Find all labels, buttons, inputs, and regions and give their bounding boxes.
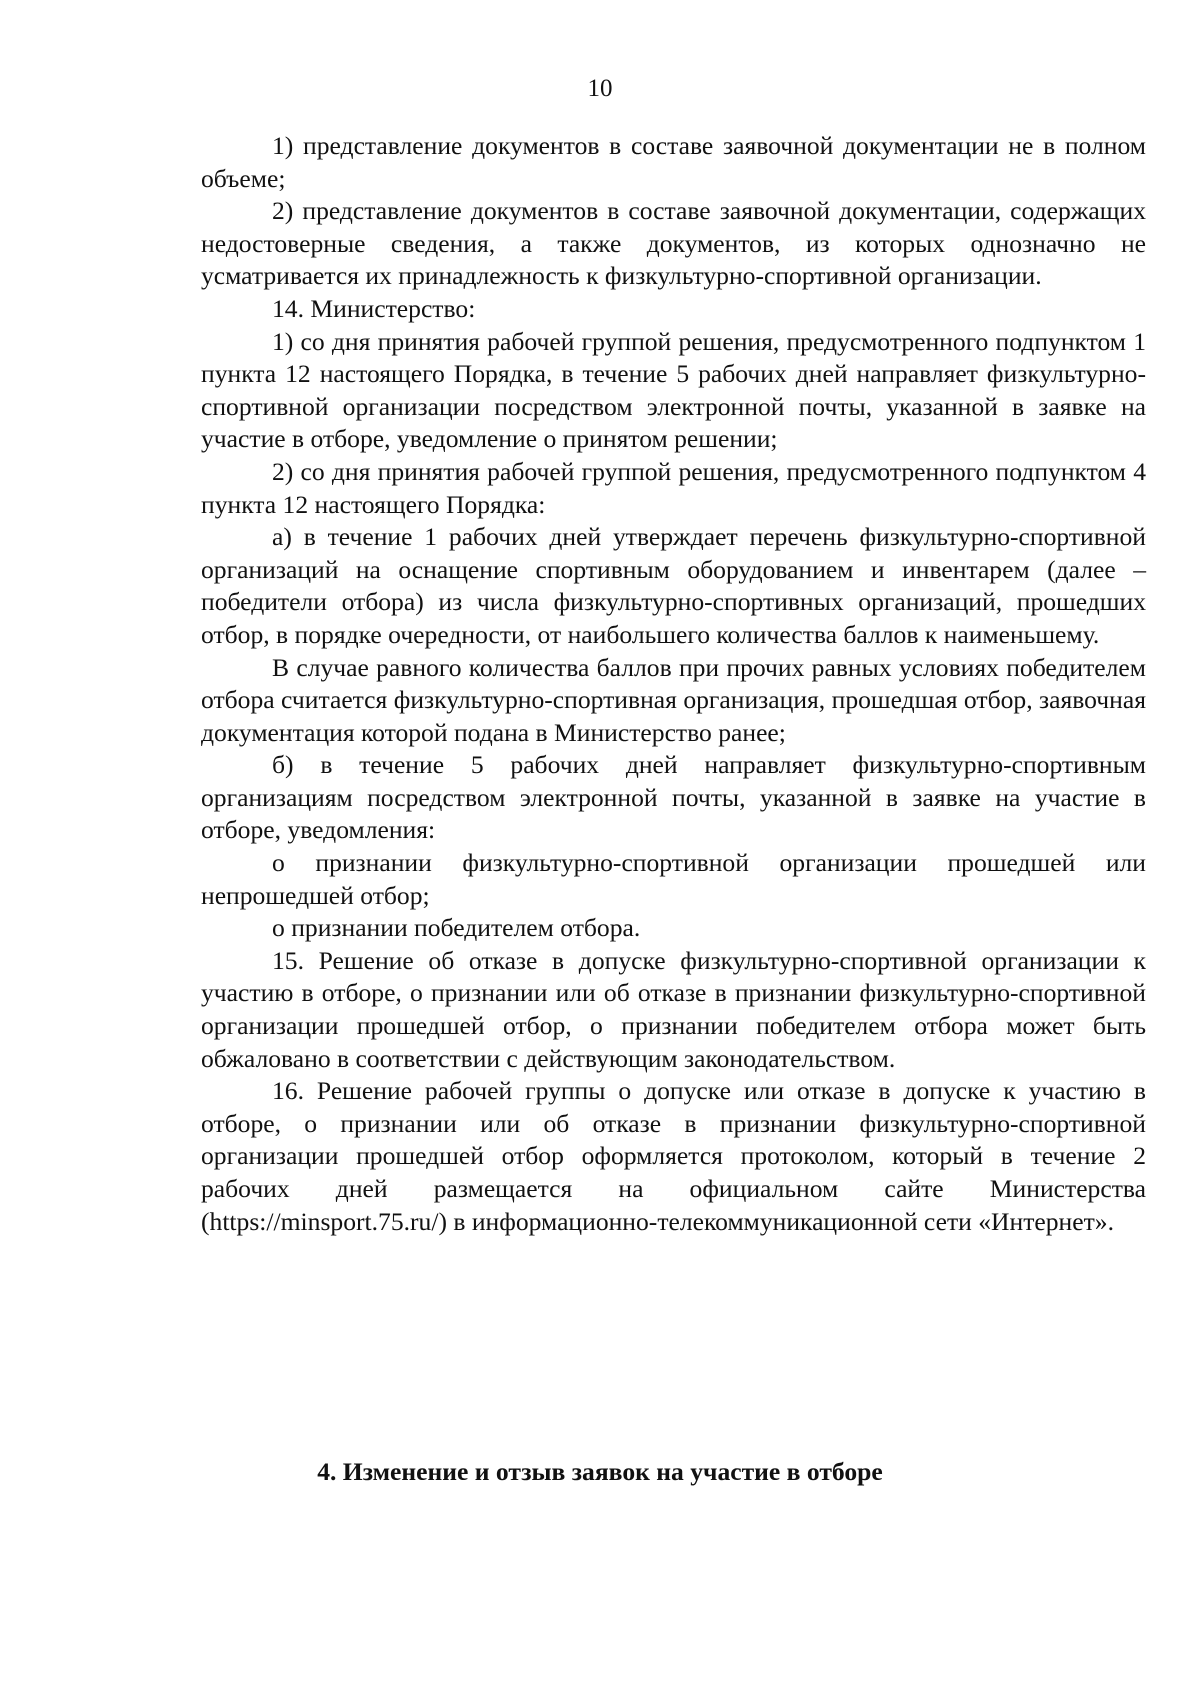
paragraph-item-1-incomplete-docs: 1) представление документов в составе заявочной документации не в полном объеме; (201, 131, 1146, 193)
paragraph-clause-14-item-2: 2) со дня принятия рабочей группой решения, предусмотренного подпунктом 4 пункта 12 настоящего Порядка: (201, 456, 1146, 519)
paragraph-notice-passed: о признании физкультурно-спортивной организации прошедшей или непрошедшей отбор; (201, 848, 1146, 910)
paragraph-item-2-unreliable-docs: 2) представление документов в составе заявочной документации, содержащих недостоверные сведения, а также документов, из которых однозначно не усматривается их принадлежность к физкультурно-спортивной организации. (201, 196, 1146, 291)
paragraph-clause-14-item-2b: б) в течение 5 рабочих дней направляет физкультурно-спортивным организациям посредством электронной почты, указанной в заявке на участие в отборе, уведомления: (201, 750, 1146, 845)
paragraph-clause-15: 15. Решение об отказе в допуске физкультурно-спортивной организации к участию в отборе, о признании или об отказе в признании физкультурно-спортивной организации прошедшей отбор, о признании победителем отбора может быть обжаловано в соответствии с действующим законодательством. (201, 945, 1146, 1073)
page-number: 10 (587, 75, 613, 102)
paragraph-clause-14: 14. Министерство: (272, 293, 476, 323)
paragraph-clause-14-item-2a: а) в течение 1 рабочих дней утверждает перечень физкультурно-спортивной организаций на оснащение спортивным оборудованием и инвентарем (далее – победители отбора) из числа физкультурно-спортивных организаций, прошедших отбор, в порядке очередности, от наибольшего количества баллов к наименьшему. (201, 522, 1146, 649)
section-heading: 4. Изменение и отзыв заявок на участие в отборе (317, 1457, 883, 1486)
paragraph-clause-16: 16. Решение рабочей группы о допуске или отказе в допуске к участию в отборе, о признании или об отказе в признании физкультурно-спортивной организации прошедшей отбор оформляется протоколом, который в течение 2 рабочих дней размещается на официальном сайте Министерства (https://minsport.75.ru/) в информационно-телекоммуникационной сети «Интернет». (201, 1076, 1146, 1236)
paragraph-clause-14-item-1: 1) со дня принятия рабочей группой решения, предусмотренного подпунктом 1 пункта 12 настоящего Порядка, в течение 5 рабочих дней направляет физкультурно-спортивной организации посредством электронной почты, указанной в заявке на участие в отборе, уведомление о принятом решении; (201, 326, 1146, 454)
document-body (201, 130, 1146, 1238)
paragraph-notice-winner: о признании победителем отбора. (272, 913, 641, 943)
paragraph-equal-points: В случае равного количества баллов при прочих равных условиях победителем отбора считается физкультурно-спортивная организация, прошедшая отбор, заявочная документация которой подана в Министерство ранее; (201, 652, 1146, 747)
